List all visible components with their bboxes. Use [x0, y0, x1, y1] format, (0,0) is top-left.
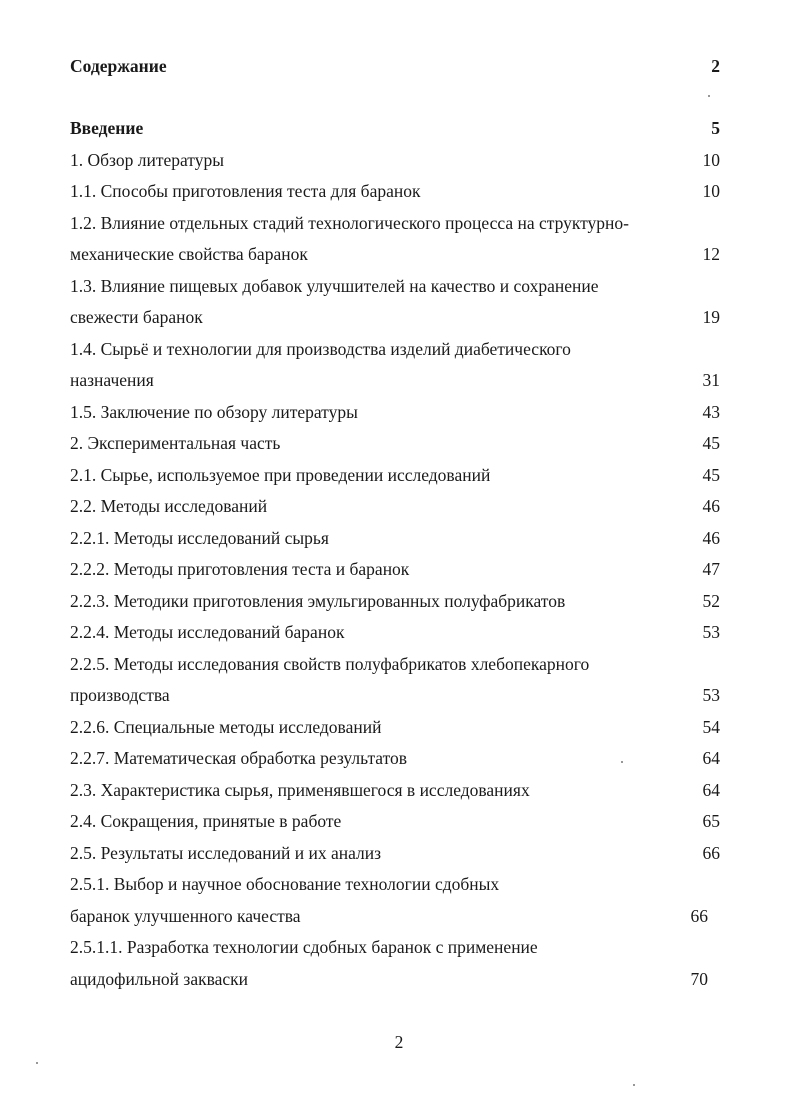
toc-entry-title: 1.5. Заключение по обзору литературы	[70, 402, 358, 422]
toc-entry-title: 2.2.6. Специальные методы исследований	[70, 717, 382, 737]
toc-entry	[70, 840, 720, 866]
toc-entry-title: 1.3. Влияние пищевых добавок улучшителей на качество и сохранение	[70, 276, 599, 296]
toc-entry-title: Содержание	[70, 56, 167, 76]
toc-entry-page: 70	[690, 969, 708, 989]
scan-speck	[708, 95, 710, 97]
toc-entry	[70, 714, 720, 740]
toc-entry	[70, 966, 720, 992]
toc-entry-page: 54	[702, 717, 720, 737]
toc-entry-page: 53	[702, 685, 720, 705]
toc-entry-page: 66	[690, 906, 708, 926]
toc-entry-title: 2.2.4. Методы исследований баранок	[70, 622, 345, 642]
toc-entry-title: 2.5. Результаты исследований и их анализ	[70, 843, 382, 863]
toc-entry	[70, 556, 720, 582]
toc-entry-page: 10	[702, 150, 720, 170]
toc-entry-title: ацидофильной закваски	[70, 969, 249, 989]
toc-entry-title: 2.2.2. Методы приготовления теста и баранок	[70, 559, 410, 579]
toc-entry-title: 2.1. Сырье, используемое при проведении исследований	[70, 465, 491, 485]
toc-entry-page: 64	[702, 780, 720, 800]
toc-entry	[70, 210, 720, 236]
toc-entry-title: 2.2.1. Методы исследований сырья	[70, 528, 329, 548]
toc-entry	[70, 588, 720, 614]
toc-entry	[70, 241, 720, 267]
scan-speck	[36, 1062, 38, 1064]
toc-entry-title: 2. Экспериментальная часть	[70, 433, 281, 453]
toc-entry-page: 46	[702, 528, 720, 548]
toc-entry-page: 43	[702, 402, 720, 422]
toc-entry-title: 1.2. Влияние отдельных стадий технологического процесса на структурно-	[70, 213, 630, 233]
toc-entry	[70, 336, 720, 362]
scan-speck	[633, 1084, 635, 1086]
toc-entry	[70, 430, 720, 456]
toc-entry-page: 31	[702, 370, 720, 390]
toc-entry	[70, 178, 720, 204]
toc-entry-page: 45	[702, 465, 720, 485]
page-number: 2	[394, 1032, 404, 1052]
toc-entry	[70, 462, 720, 488]
toc-entry-title: 2.5.1.1. Разработка технологии сдобных баранок с применение	[70, 937, 538, 957]
toc-entry-page: 66	[702, 843, 720, 863]
toc-entry	[70, 367, 720, 393]
toc-entry	[70, 871, 720, 897]
toc-entry-title: 2.5.1. Выбор и научное обоснование технологии сдобных	[70, 874, 500, 894]
toc-entry	[70, 903, 720, 929]
toc-entry	[70, 682, 720, 708]
toc-entry-title: 2.2.5. Методы исследования свойств полуфабрикатов хлебопекарного	[70, 654, 590, 674]
toc-entry-title: 1.4. Сырьё и технологии для производства изделий диабетического	[70, 339, 571, 359]
toc-entry-title: свежести баранок	[70, 307, 203, 327]
toc-entry	[70, 273, 720, 299]
toc-entry	[70, 147, 720, 173]
toc-entry	[70, 619, 720, 645]
toc-entry-title: назначения	[70, 370, 154, 390]
toc-entry-title: баранок улучшенного качества	[70, 906, 301, 926]
toc-entry	[70, 525, 720, 551]
toc-entry-page: 46	[702, 496, 720, 516]
toc-entry-page: 64	[702, 748, 720, 768]
toc-entry-title: 2.2.3. Методики приготовления эмульгированных полуфабрикатов	[70, 591, 566, 611]
toc-entry-page: 19	[702, 307, 720, 327]
toc-entry-title: 2.4. Сокращения, принятые в работе	[70, 811, 342, 831]
toc-entry	[70, 304, 720, 330]
toc-entry-page: 45	[702, 433, 720, 453]
toc-entry	[70, 808, 720, 834]
toc-entry	[70, 651, 720, 677]
toc-entry-title: производства	[70, 685, 170, 705]
toc-entry-page: 2	[711, 56, 720, 76]
toc-entry-page: 47	[702, 559, 720, 579]
toc-entry-page: 12	[702, 244, 720, 264]
toc-entry	[70, 115, 720, 141]
toc-entry-page: 52	[702, 591, 720, 611]
toc-entry	[70, 934, 720, 960]
toc-entry-title: 2.2.7. Математическая обработка результатов	[70, 748, 408, 768]
toc-entry-title: механические свойства баранок	[70, 244, 308, 264]
toc-entry	[70, 745, 720, 771]
toc-entry-page: 53	[702, 622, 720, 642]
toc-entry-title: 1. Обзор литературы	[70, 150, 224, 170]
toc-entry	[70, 399, 720, 425]
toc-entry-page: 5	[711, 118, 720, 138]
toc-entry	[70, 53, 720, 79]
toc-entry	[70, 777, 720, 803]
toc-entry-page: 65	[702, 811, 720, 831]
toc-entry	[70, 493, 720, 519]
toc-entry-page: 10	[702, 181, 720, 201]
toc-entry-title: 2.3. Характеристика сырья, применявшегося в исследованиях	[70, 780, 530, 800]
toc-entry-title: Введение	[70, 118, 144, 138]
toc-entry-title: 2.2. Методы исследований	[70, 496, 268, 516]
scan-speck	[621, 761, 623, 763]
toc-entry-title: 1.1. Способы приготовления теста для баранок	[70, 181, 421, 201]
